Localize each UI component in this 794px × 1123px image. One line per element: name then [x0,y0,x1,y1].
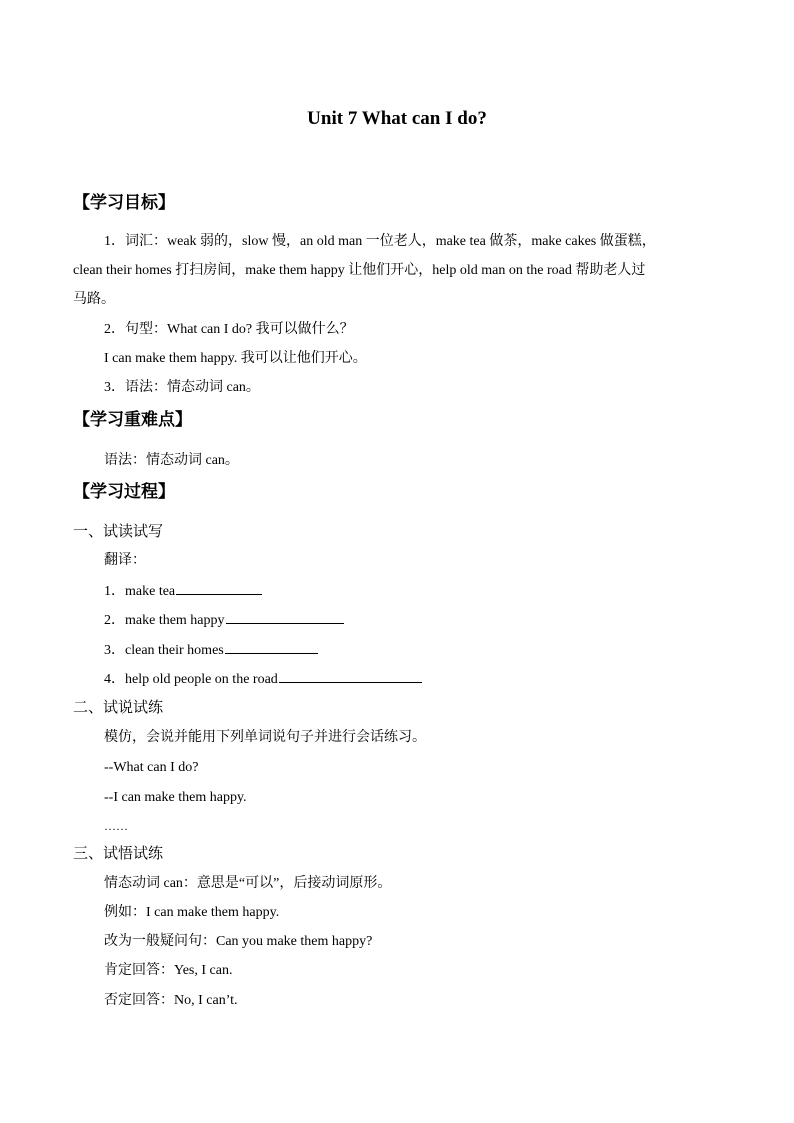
answer-blank[interactable] [279,668,422,683]
answer-blank[interactable] [225,639,318,654]
exercise-item-4 [104,668,422,690]
exercise-item-text: 3．clean their homes [104,643,224,658]
section-heading-process: 【学习过程】 [73,482,175,502]
grammar-line-5: 否定回答：No, I can’t. [104,993,238,1008]
exercise-item-text: 4．help old people on the road [104,672,278,687]
exercise-item-text: 1．make tea [104,584,176,599]
key-line-1: 语法：情态动词 can。 [104,453,239,468]
answer-blank[interactable] [176,580,262,595]
goals-line-3: 马路。 [73,292,115,307]
goals-line-2: clean their homes 打扫房间，make them happy 让他们开心，help old man on the road 帮助老人过 [73,263,646,278]
subsection-title-2: 二、试说试练 [73,700,164,716]
speak-line-ellipsis: …… [104,819,128,833]
goals-line-5: I can make them happy. 我可以让他们开心。 [104,351,367,366]
translate-prompt: 翻译： [104,553,146,568]
exercise-item-1 [104,580,262,602]
speak-line-2: --What can I do? [104,760,199,775]
grammar-line-2: 例如：I can make them happy. [104,905,280,920]
section-heading-goals: 【学习目标】 [73,193,175,213]
section-heading-key: 【学习重难点】 [73,410,192,430]
goals-line-4: 2．句型：What can I do? 我可以做什么？ [104,322,354,337]
grammar-line-4: 肯定回答：Yes, I can. [104,963,233,978]
exercise-item-3 [104,639,318,661]
goals-line-6: 3．语法：情态动词 can。 [104,380,260,395]
grammar-line-3: 改为一般疑问句：Can you make them happy? [104,934,373,949]
answer-blank[interactable] [226,609,344,624]
page-title: Unit 7 What can I do? [307,108,487,129]
grammar-line-1: 情态动词 can：意思是“可以”，后接动词原形。 [104,876,392,891]
speak-line-1: 模仿，会说并能用下列单词说句子并进行会话练习。 [104,730,426,745]
speak-line-3: --I can make them happy. [104,790,247,805]
exercise-item-text: 2．make them happy [104,613,225,628]
exercise-item-2 [104,609,344,631]
subsection-title-3: 三、试悟试练 [73,846,164,862]
subsection-title-1: 一、试读试写 [73,524,164,540]
goals-line-1: 1．词汇：weak 弱的，slow 慢，an old man 一位老人，make tea 做茶，make cakes 做蛋糕， [104,234,656,249]
